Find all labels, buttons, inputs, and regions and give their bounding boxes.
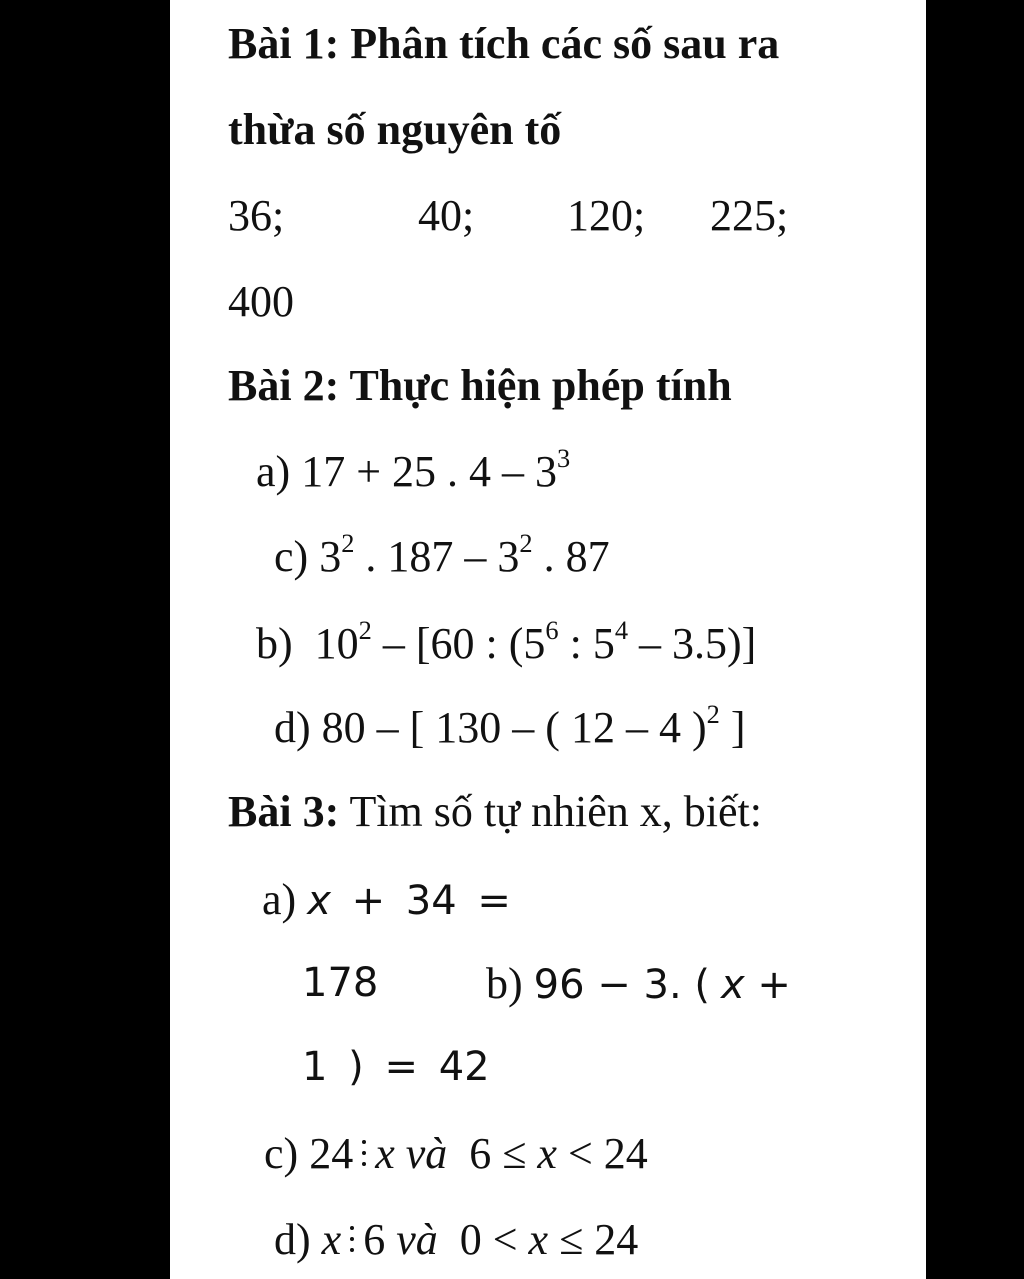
bai3-item-b <box>486 959 791 1008</box>
bai3-heading <box>228 787 762 836</box>
condition-part: < 24 <box>556 1129 648 1178</box>
variable-x: x <box>307 878 331 924</box>
divisible-sign-icon <box>345 1224 359 1254</box>
condition-part: 6 ≤ <box>469 1129 538 1178</box>
expression-part: 80 – [ 130 – ( 12 – 4 ) <box>321 703 707 752</box>
item-label: a) <box>262 875 297 924</box>
expression-part: 3 <box>319 532 342 581</box>
equation-part: + <box>744 962 791 1008</box>
bai1-number: 400 <box>228 277 294 326</box>
variable-x: x <box>528 1215 549 1264</box>
expression-part: – 3.5)] <box>628 619 757 668</box>
exponent: 6 <box>545 615 559 645</box>
bai1-number: 36; <box>228 191 285 240</box>
divisible-sign-icon <box>357 1138 371 1168</box>
expression-part: 10 <box>314 619 359 668</box>
exponent: 2 <box>706 699 720 729</box>
conjunction: và <box>405 1129 448 1178</box>
expression-part: – [60 : (5 <box>371 619 546 668</box>
bai2-heading <box>228 361 732 410</box>
bai1-heading-line1 <box>228 19 780 68</box>
variable-x: x <box>720 962 745 1008</box>
conjunction: và <box>396 1215 438 1264</box>
expression-part: : 5 <box>558 619 615 668</box>
bai1-number: 225; <box>710 191 789 240</box>
variable-x: x <box>375 1129 395 1178</box>
bai2-label: Bài 2: <box>228 361 340 410</box>
number: 6 <box>363 1215 386 1264</box>
item-label: c) <box>264 1129 299 1178</box>
bai1-number: 120; <box>567 191 646 240</box>
bai2-item-c <box>274 528 610 581</box>
worksheet-page <box>170 0 926 1279</box>
exponent: 2 <box>519 528 533 558</box>
condition-part: ≤ 24 <box>548 1215 639 1264</box>
item-label: d) <box>274 703 311 752</box>
bai1-number: 40; <box>418 191 475 240</box>
item-label: b) <box>256 619 293 668</box>
item-label: c) <box>274 532 309 581</box>
expression-part: . 187 – 3 <box>354 532 520 581</box>
expression-part: . 87 <box>532 532 610 581</box>
bai3-text: Tìm số tự nhiên x, biết: <box>349 787 762 836</box>
item-label: d) <box>274 1215 311 1264</box>
bai2-item-d <box>274 699 746 752</box>
bai1-label: Bài 1: <box>228 19 340 68</box>
exponent: 4 <box>614 615 629 645</box>
number: 24 <box>309 1129 354 1178</box>
bai2-text: Thực hiện phép tính <box>349 361 732 410</box>
bai3-item-c <box>264 1129 648 1178</box>
equation-part: 96 − 3. ( <box>533 962 710 1008</box>
item-label: a) <box>256 447 291 496</box>
bai2-item-a <box>256 443 571 496</box>
bai3-item-a-continuation: 178 <box>302 960 379 1006</box>
equation-part: + 34 = <box>330 878 511 924</box>
bai3-item-d <box>274 1215 639 1264</box>
expression-part: 17 + 25 . 4 – 3 <box>301 447 558 496</box>
variable-x: x <box>537 1129 557 1178</box>
bai3-item-a <box>262 875 511 924</box>
bai3-item-b-continuation: 1 ) = 42 <box>302 1044 490 1090</box>
expression-part: ] <box>719 703 746 752</box>
condition-part: 0 < <box>459 1215 529 1264</box>
exponent: 3 <box>557 443 571 473</box>
bai1-text-line1: Phân tích các số sau ra <box>350 19 780 68</box>
bai3-label: Bài 3: <box>228 787 340 836</box>
item-label: b) <box>486 959 523 1008</box>
bai1-heading-line2: thừa số nguyên tố <box>228 105 562 154</box>
exponent: 2 <box>341 528 355 558</box>
variable-x: x <box>321 1215 342 1264</box>
bai2-item-b <box>256 615 757 668</box>
exponent: 2 <box>358 615 372 645</box>
